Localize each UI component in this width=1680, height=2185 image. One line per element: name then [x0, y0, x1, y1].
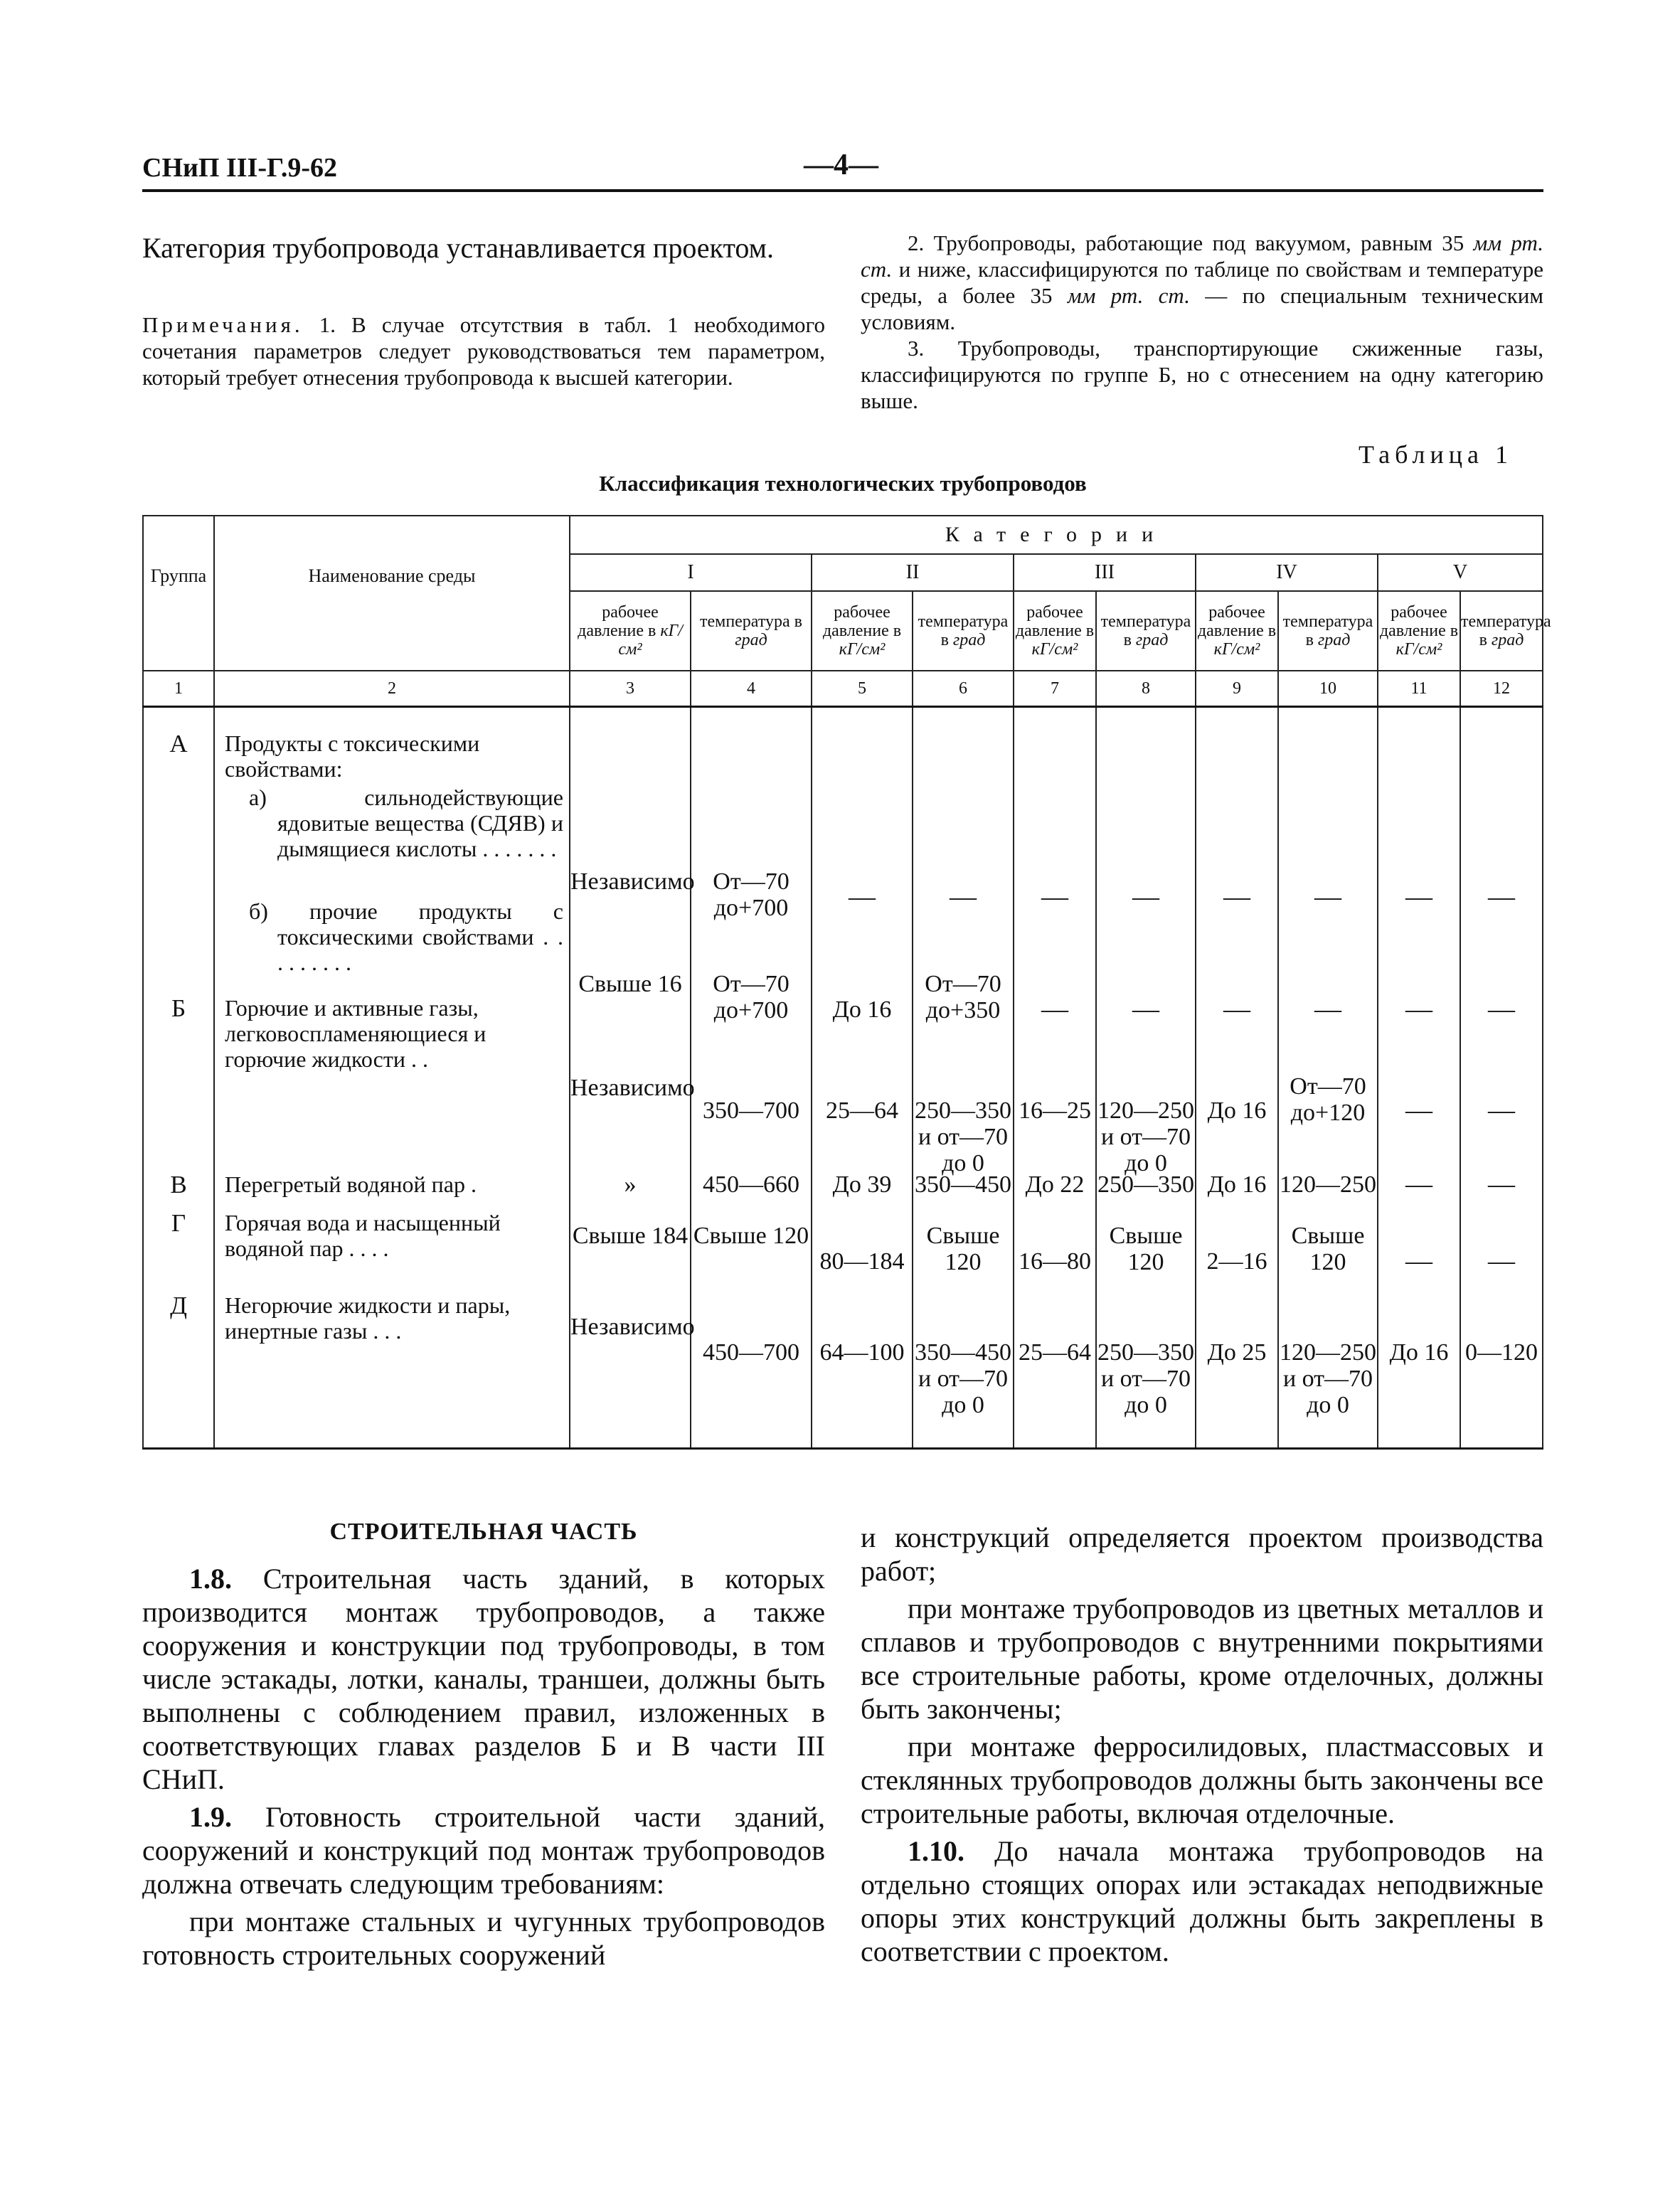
header-pressure: рабочее давление в кГ/см²: [812, 591, 913, 671]
col-number: 10: [1278, 671, 1378, 707]
medium-name: Перегретый водяной пар .: [225, 1171, 477, 1197]
header-cat-1: I: [570, 554, 812, 591]
table-cell: —: [1405, 1246, 1432, 1276]
medium-name: Горячая вода и насыщенный водяной пар . . . .: [225, 1210, 501, 1261]
table-cell: Свыше 120: [1291, 1223, 1365, 1275]
header-pressure: рабочее давление в кГ/см²: [1378, 591, 1460, 671]
col-number: 7: [1014, 671, 1096, 707]
table-cell: 25—64: [826, 1097, 898, 1124]
paragraph-1-9-c: при монтаже ферросилидовых, пластмассовых и стеклянных трубопроводов должны быть закончены все строительные работы, включая отделочные.: [861, 1731, 1543, 1829]
paragraph-1-9: 1.9. Готовность строительной части зданий, сооружений и конструкций под монтаж трубопроводов должна отвечать следующим требованиям:: [142, 1801, 826, 1900]
col-7: [1014, 707, 1096, 1449]
table-cell: —: [1132, 994, 1159, 1024]
table-cell: Независимо: [570, 868, 695, 895]
table-cell: До 16: [1207, 1171, 1267, 1198]
col-8: [1096, 707, 1196, 1449]
header-pressure: рабочее давление в кГ/см²: [570, 591, 691, 671]
header-categories: Категории: [570, 516, 1543, 554]
table-cell: —: [1405, 994, 1432, 1024]
table-cell: —: [1314, 994, 1341, 1024]
table-number: Таблица 1: [1359, 440, 1513, 469]
table-cell: Свыше 184: [572, 1223, 689, 1249]
medium-name: Продукты с токсическими свойствами:: [225, 730, 480, 782]
table-cell: Независимо: [570, 1314, 695, 1340]
col-number: 8: [1096, 671, 1196, 707]
header-cat-3: III: [1014, 554, 1196, 591]
table-cell: 250—350: [1097, 1171, 1194, 1198]
medium-name: Негорючие жидкости и пары, инертные газы . . .: [225, 1292, 511, 1344]
table-cell: Свыше 120: [693, 1223, 809, 1249]
table-cell: —: [1488, 1095, 1516, 1125]
notes-right: [861, 230, 1543, 414]
header-temperature: температура в град: [1096, 591, 1196, 671]
col-number: 3: [570, 671, 691, 707]
table-cell: 450—700: [703, 1339, 799, 1366]
table-cell: »: [624, 1171, 637, 1198]
header-temperature: температура в град: [1460, 591, 1543, 671]
table-cell: —: [1223, 882, 1250, 912]
col-9: [1196, 707, 1278, 1449]
table-cell: От—70 до+350: [925, 971, 1001, 1024]
header-pressure: рабочее давление в кГ/см²: [1196, 591, 1278, 671]
table-cell: —: [1488, 1169, 1516, 1199]
classification-table: [142, 515, 1551, 1450]
col-4: [691, 707, 812, 1449]
header-temperature: температура в град: [691, 591, 812, 671]
col-3: [570, 707, 695, 1449]
paragraph-1-9-a-cont: и конструкций определяется проектом производства работ;: [861, 1521, 1543, 1587]
table-cell: —: [1405, 1169, 1432, 1199]
col-number: 6: [913, 671, 1014, 707]
table-cell: До 16: [832, 996, 892, 1023]
col-12: [1460, 707, 1543, 1449]
col-10: [1278, 707, 1378, 1449]
table-cell: 120—250 и от—70 до 0: [1097, 1097, 1194, 1176]
table-cell: От—70 до+120: [1290, 1073, 1366, 1126]
table-cell: До 39: [832, 1171, 892, 1198]
table-cell: 120—250 и от—70 до 0: [1280, 1339, 1376, 1418]
page-number: —4—: [804, 149, 878, 181]
header-cat-4: IV: [1196, 554, 1378, 591]
body-right-column: [861, 1521, 1543, 1972]
header-temperature: температура в град: [1278, 591, 1378, 671]
table-cell: 120—250: [1280, 1171, 1376, 1198]
col-groups: [143, 707, 214, 1449]
group-letter: Г: [171, 1209, 186, 1237]
col-6: [913, 707, 1014, 1449]
table-cell: —: [1488, 882, 1516, 912]
table-cell: Свыше 16: [578, 971, 682, 997]
header-cat-5: V: [1378, 554, 1543, 591]
table-cell: От—70 до+700: [713, 971, 790, 1024]
table-cell: До 16: [1389, 1339, 1449, 1366]
note-1: [142, 312, 825, 390]
document-code: СНиП III-Г.9-62: [142, 153, 338, 183]
table-cell: —: [1314, 882, 1341, 912]
header-cat-2: II: [812, 554, 1014, 591]
col-number: 1: [143, 671, 214, 707]
table-cell: От—70 до+700: [713, 868, 790, 921]
col-number: 12: [1460, 671, 1543, 707]
table-cell: 350—450: [915, 1171, 1011, 1198]
col-number: 4: [691, 671, 812, 707]
table-cell: —: [1488, 1246, 1516, 1276]
col-names: [214, 707, 570, 1449]
table-cell: —: [1041, 994, 1068, 1024]
table-cell: Свыше 120: [926, 1223, 1000, 1275]
header-medium: Наименование среды: [214, 516, 570, 671]
table-cell: 0—120: [1465, 1339, 1538, 1366]
medium-name: а) сильнодействующие ядовитые вещества (СДЯВ) и дымящиеся кислоты . . . . . . .: [249, 785, 563, 861]
col-number: 9: [1196, 671, 1278, 707]
paragraph-1-10: 1.10. До начала монтажа трубопроводов на отдельно стоящих опорах или эстакадах неподвижные опоры этих конструкций должны быть закреплены в соответствии с проектом.: [861, 1835, 1543, 1967]
paragraph-1-8: 1.8. Строительная часть зданий, в которых производится монтаж трубопроводов, а также сооружения и конструкции под трубопроводы, в том числе эстакады, лотки, каналы, траншеи, должны быть выполнены с соблюдением правил, изложенных в соответствующих главах разделов Б и В части III СНиП.: [142, 1563, 825, 1795]
col-number: 11: [1378, 671, 1460, 707]
table-cell: 450—660: [703, 1171, 799, 1198]
table-cell: 350—700: [703, 1097, 799, 1124]
table-cell: До 25: [1207, 1339, 1267, 1366]
table-cell: —: [1405, 882, 1432, 912]
note-2: 2. Трубопроводы, работающие под вакуумом, равным 35 мм рт. ст. и ниже, классифицируются по таблице по свойствам и температуре среды, а более 35 мм рт. ст. — по специальным техническим условиям.: [861, 230, 1544, 334]
medium-name: Горючие и активные газы, легковоспламеняющиеся и горючие жидкости . .: [225, 995, 487, 1072]
table-cell: 25—64: [1019, 1339, 1091, 1366]
table-cell: 64—100: [819, 1339, 905, 1366]
table-cell: 250—350 и от—70 до 0: [915, 1097, 1011, 1176]
paragraph-1-9-a: при монтаже стальных и чугунных трубопроводов готовность строительных сооружений: [142, 1905, 825, 1971]
col-5: [812, 707, 913, 1449]
table-cell: 80—184: [819, 1248, 905, 1275]
header-group: Группа: [143, 516, 214, 671]
table-cell: —: [1223, 994, 1250, 1024]
group-letter: Д: [170, 1292, 187, 1319]
category-statement: Категория трубопровода устанавливается проектом.: [142, 232, 774, 264]
table-cell: 16—25: [1019, 1097, 1091, 1124]
table-cell: 16—80: [1019, 1248, 1091, 1275]
table-cell: —: [1041, 882, 1068, 912]
table-cell: —: [1132, 882, 1159, 912]
note-3: 3. Трубопроводы, транспортирующие сжиженные газы, классифицируются по группе Б, но с отнесением на одну категорию выше.: [861, 336, 1543, 413]
paragraph-1-9-b: при монтаже трубопроводов из цветных металлов и сплавов и трубопроводов с внутренними покрытиями все строительные работы, кроме отделочных, должны быть закончены;: [861, 1593, 1543, 1725]
header-rule: [142, 189, 1543, 192]
header-temperature: температура в град: [913, 591, 1014, 671]
table-cell: —: [849, 882, 876, 912]
table-cell: До 22: [1025, 1171, 1085, 1198]
table-cell: —: [1405, 1095, 1432, 1125]
table-cell: 350—450 и от—70 до 0: [915, 1339, 1011, 1418]
table-cell: До 16: [1207, 1097, 1267, 1124]
table-title: Классификация технологических трубопроводов: [599, 471, 1087, 496]
col-number: 2: [214, 671, 570, 707]
header-pressure: рабочее давление в кГ/см²: [1014, 591, 1096, 671]
table-cell: Независимо: [570, 1075, 695, 1101]
col-number: 5: [812, 671, 913, 707]
note-1-text: 1. В случае отсутствия в табл. 1 необходимого сочетания параметров следует руководствоваться тем параметром, который требует отнесения трубопровода к высшей категории.: [142, 312, 826, 390]
table-body-row: [143, 707, 1543, 1449]
col-11: [1378, 707, 1460, 1449]
group-letter: Б: [171, 994, 186, 1022]
table-cell: Свыше 120: [1109, 1223, 1183, 1275]
section-title: СТРОИТЕЛЬНАЯ ЧАСТЬ: [329, 1519, 638, 1545]
group-letter: А: [169, 730, 188, 757]
table-cell: —: [1488, 994, 1516, 1024]
body-left-column: [142, 1562, 825, 1976]
table-cell: —: [950, 882, 977, 912]
table-cell: 2—16: [1206, 1248, 1267, 1275]
notes-label: Примечания.: [142, 312, 304, 337]
table-cell: 250—350 и от—70 до 0: [1097, 1339, 1194, 1418]
medium-name: б) прочие продукты с токсическими свойствами . . . . . . . . .: [249, 898, 563, 975]
group-letter: В: [170, 1171, 187, 1198]
